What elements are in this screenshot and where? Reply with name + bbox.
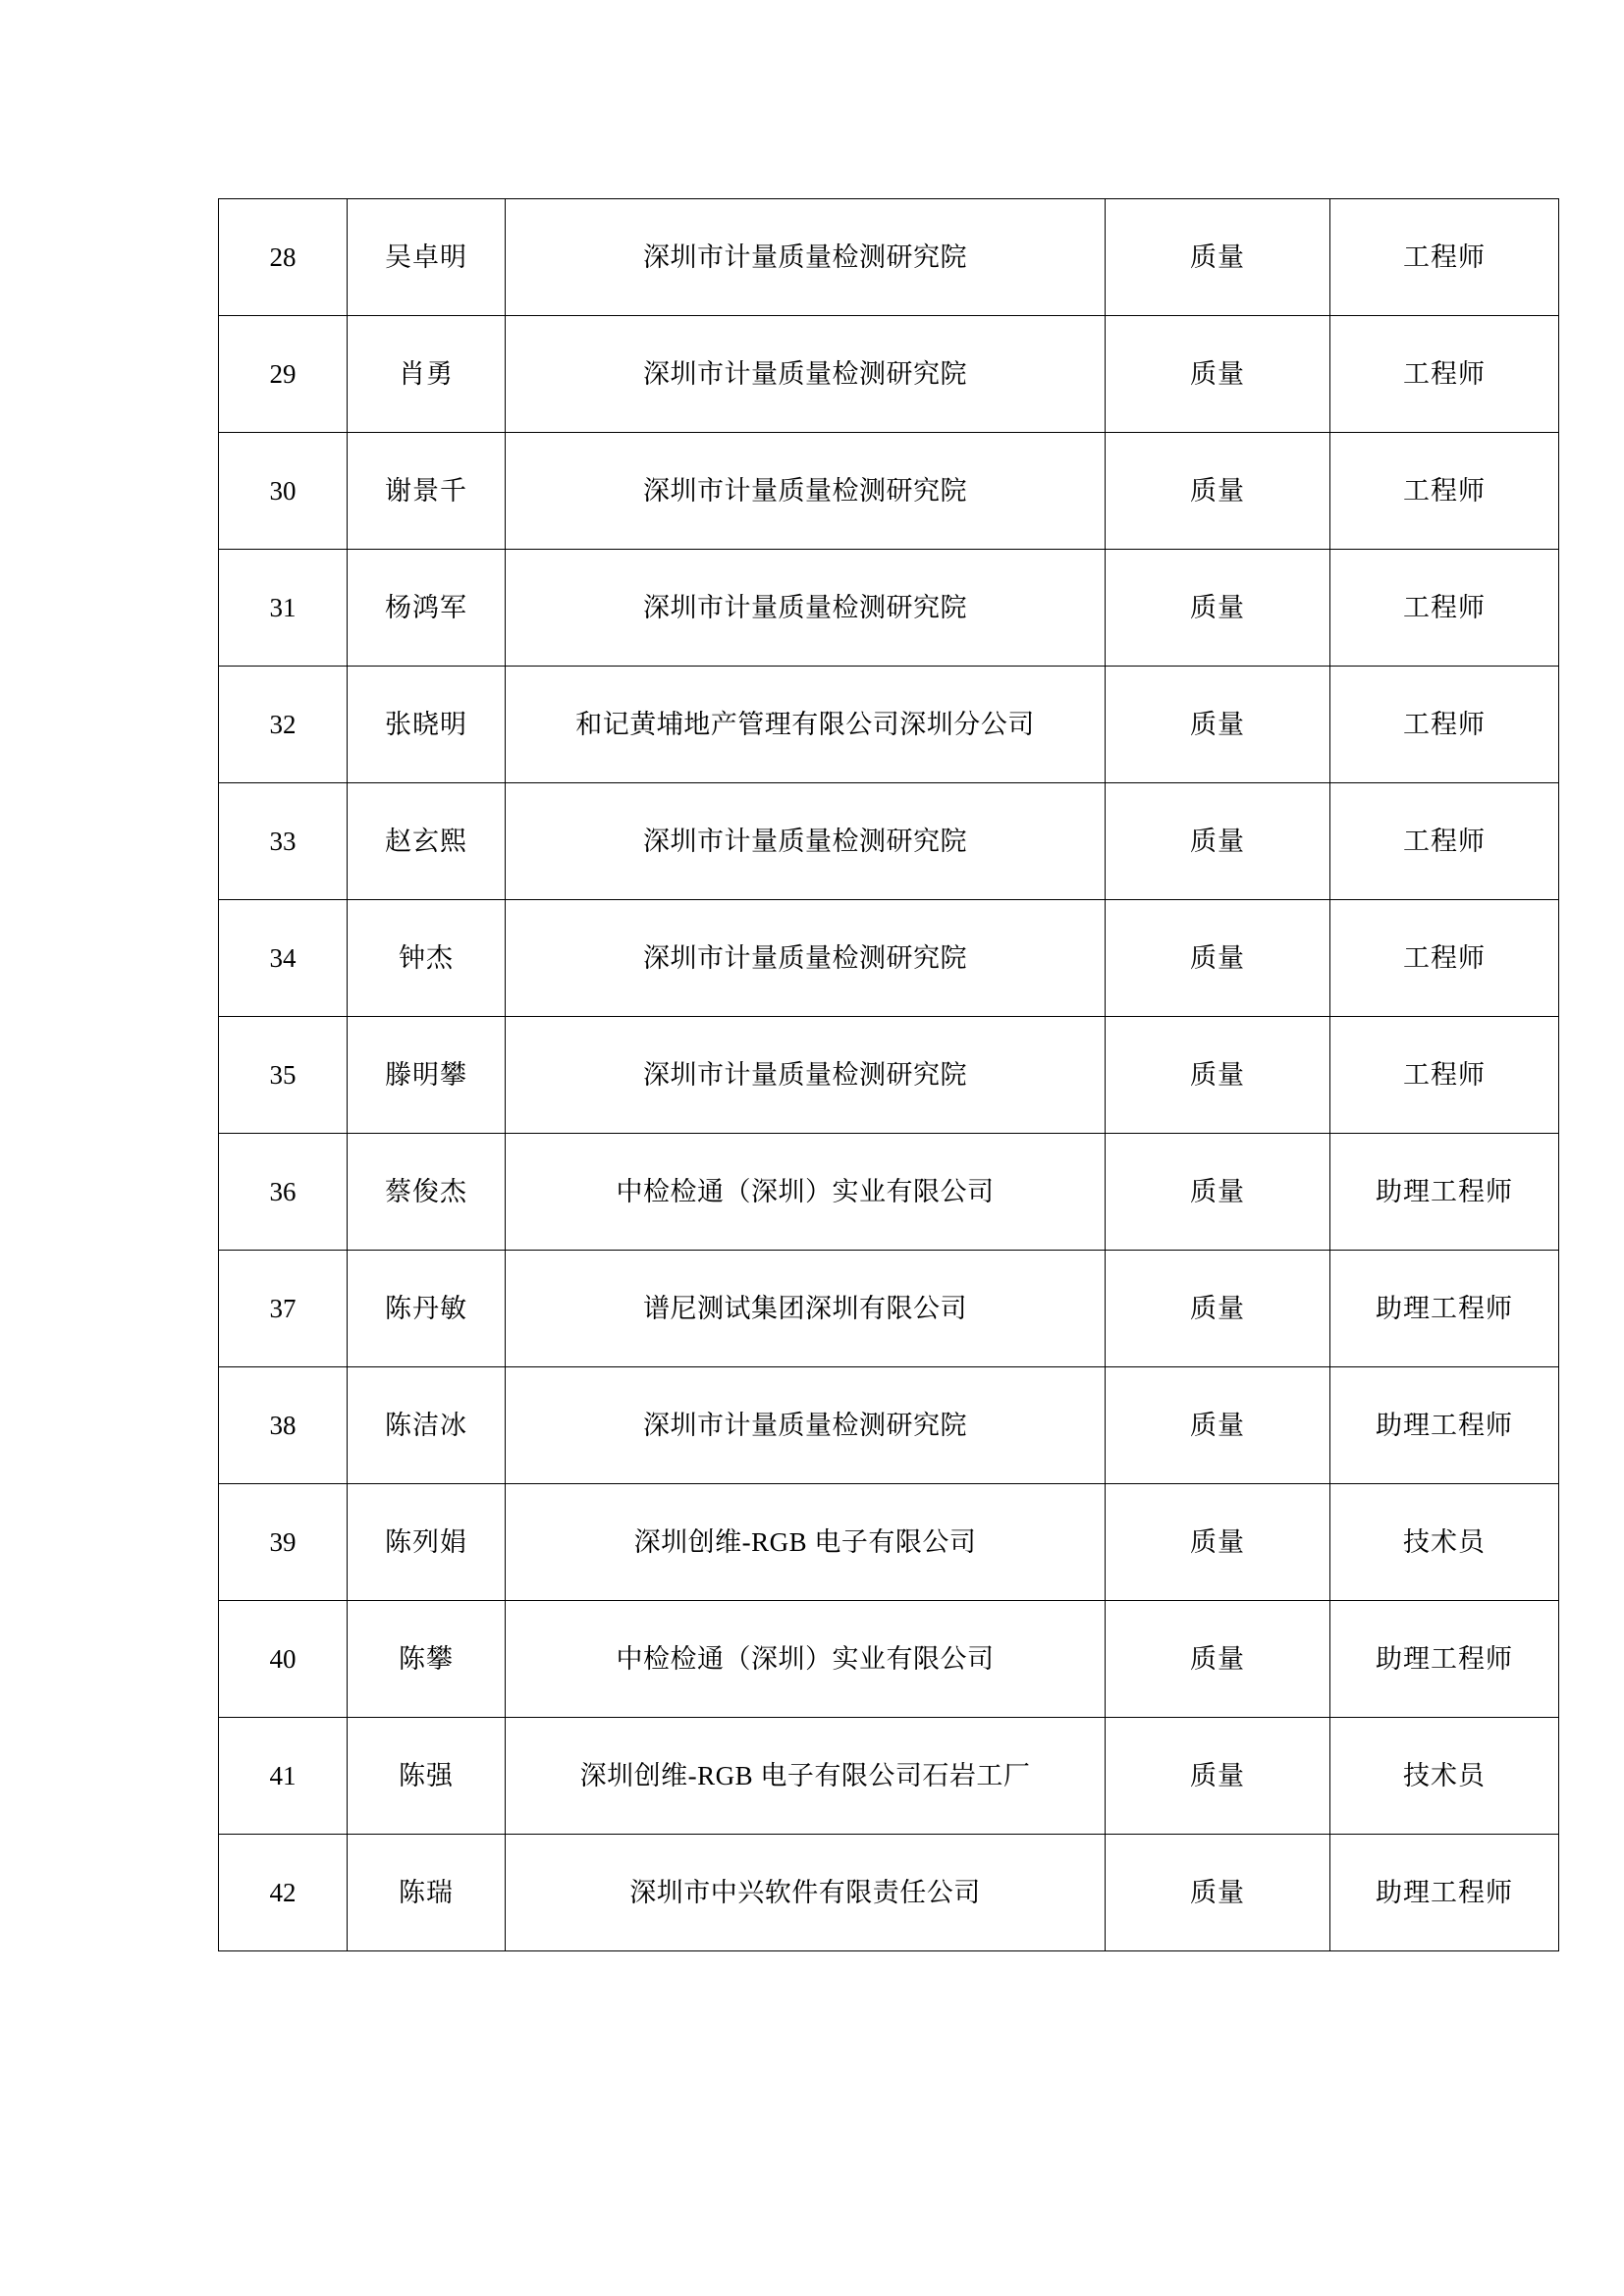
row-field: 质量 [1106, 1835, 1330, 1951]
row-field: 质量 [1106, 1601, 1330, 1718]
row-organization: 深圳市计量质量检测研究院 [506, 900, 1106, 1017]
row-field: 质量 [1106, 667, 1330, 783]
row-organization: 谱尼测试集团深圳有限公司 [506, 1251, 1106, 1367]
row-title: 助理工程师 [1330, 1601, 1559, 1718]
row-index: 28 [219, 199, 348, 316]
row-name: 滕明攀 [348, 1017, 506, 1134]
row-name: 肖勇 [348, 316, 506, 433]
row-name: 杨鸿军 [348, 550, 506, 667]
table-row [219, 900, 1559, 1017]
row-organization: 中检检通（深圳）实业有限公司 [506, 1134, 1106, 1251]
row-title: 工程师 [1330, 550, 1559, 667]
row-organization: 深圳市计量质量检测研究院 [506, 199, 1106, 316]
row-title: 助理工程师 [1330, 1251, 1559, 1367]
row-field: 质量 [1106, 1367, 1330, 1484]
row-organization: 深圳市计量质量检测研究院 [506, 1017, 1106, 1134]
row-index: 41 [219, 1718, 348, 1835]
row-name: 陈洁冰 [348, 1367, 506, 1484]
row-title: 助理工程师 [1330, 1367, 1559, 1484]
row-field: 质量 [1106, 550, 1330, 667]
table-row [219, 1367, 1559, 1484]
table-row [219, 1718, 1559, 1835]
table-row [219, 1484, 1559, 1601]
row-name: 蔡俊杰 [348, 1134, 506, 1251]
row-name: 谢景千 [348, 433, 506, 550]
row-index: 42 [219, 1835, 348, 1951]
row-name: 张晓明 [348, 667, 506, 783]
row-title: 技术员 [1330, 1718, 1559, 1835]
row-title: 工程师 [1330, 1017, 1559, 1134]
row-title: 助理工程师 [1330, 1134, 1559, 1251]
row-index: 39 [219, 1484, 348, 1601]
row-index: 40 [219, 1601, 348, 1718]
row-organization: 深圳市计量质量检测研究院 [506, 316, 1106, 433]
table-row [219, 1134, 1559, 1251]
row-index: 35 [219, 1017, 348, 1134]
table-row [219, 433, 1559, 550]
roster-table-container [218, 198, 1513, 1951]
row-name: 吴卓明 [348, 199, 506, 316]
row-field: 质量 [1106, 1718, 1330, 1835]
table-row [219, 1251, 1559, 1367]
row-field: 质量 [1106, 1134, 1330, 1251]
table-row [219, 316, 1559, 433]
row-name: 钟杰 [348, 900, 506, 1017]
row-index: 36 [219, 1134, 348, 1251]
row-organization: 和记黄埔地产管理有限公司深圳分公司 [506, 667, 1106, 783]
row-name: 赵玄熙 [348, 783, 506, 900]
row-field: 质量 [1106, 199, 1330, 316]
row-field: 质量 [1106, 1017, 1330, 1134]
row-index: 32 [219, 667, 348, 783]
row-organization: 中检检通（深圳）实业有限公司 [506, 1601, 1106, 1718]
row-name: 陈丹敏 [348, 1251, 506, 1367]
row-organization: 深圳市计量质量检测研究院 [506, 1367, 1106, 1484]
row-title: 工程师 [1330, 316, 1559, 433]
row-index: 30 [219, 433, 348, 550]
row-title: 工程师 [1330, 433, 1559, 550]
table-row [219, 1835, 1559, 1951]
row-field: 质量 [1106, 783, 1330, 900]
row-organization: 深圳创维-RGB 电子有限公司 [506, 1484, 1106, 1601]
row-organization: 深圳市计量质量检测研究院 [506, 433, 1106, 550]
row-index: 38 [219, 1367, 348, 1484]
row-field: 质量 [1106, 1251, 1330, 1367]
table-row [219, 1601, 1559, 1718]
row-title: 技术员 [1330, 1484, 1559, 1601]
row-title: 工程师 [1330, 783, 1559, 900]
row-index: 29 [219, 316, 348, 433]
row-title: 工程师 [1330, 667, 1559, 783]
row-organization: 深圳创维-RGB 电子有限公司石岩工厂 [506, 1718, 1106, 1835]
row-title: 工程师 [1330, 199, 1559, 316]
table-row [219, 550, 1559, 667]
row-index: 31 [219, 550, 348, 667]
row-title: 工程师 [1330, 900, 1559, 1017]
table-row [219, 783, 1559, 900]
row-field: 质量 [1106, 433, 1330, 550]
row-name: 陈强 [348, 1718, 506, 1835]
roster-table-body [219, 199, 1559, 1951]
row-name: 陈列娟 [348, 1484, 506, 1601]
table-row [219, 667, 1559, 783]
roster-table [218, 198, 1559, 1951]
row-organization: 深圳市计量质量检测研究院 [506, 550, 1106, 667]
row-organization: 深圳市计量质量检测研究院 [506, 783, 1106, 900]
row-name: 陈瑞 [348, 1835, 506, 1951]
row-field: 质量 [1106, 1484, 1330, 1601]
table-row [219, 1017, 1559, 1134]
row-organization: 深圳市中兴软件有限责任公司 [506, 1835, 1106, 1951]
table-row [219, 199, 1559, 316]
row-field: 质量 [1106, 316, 1330, 433]
row-index: 34 [219, 900, 348, 1017]
row-name: 陈攀 [348, 1601, 506, 1718]
row-index: 33 [219, 783, 348, 900]
row-title: 助理工程师 [1330, 1835, 1559, 1951]
row-field: 质量 [1106, 900, 1330, 1017]
row-index: 37 [219, 1251, 348, 1367]
